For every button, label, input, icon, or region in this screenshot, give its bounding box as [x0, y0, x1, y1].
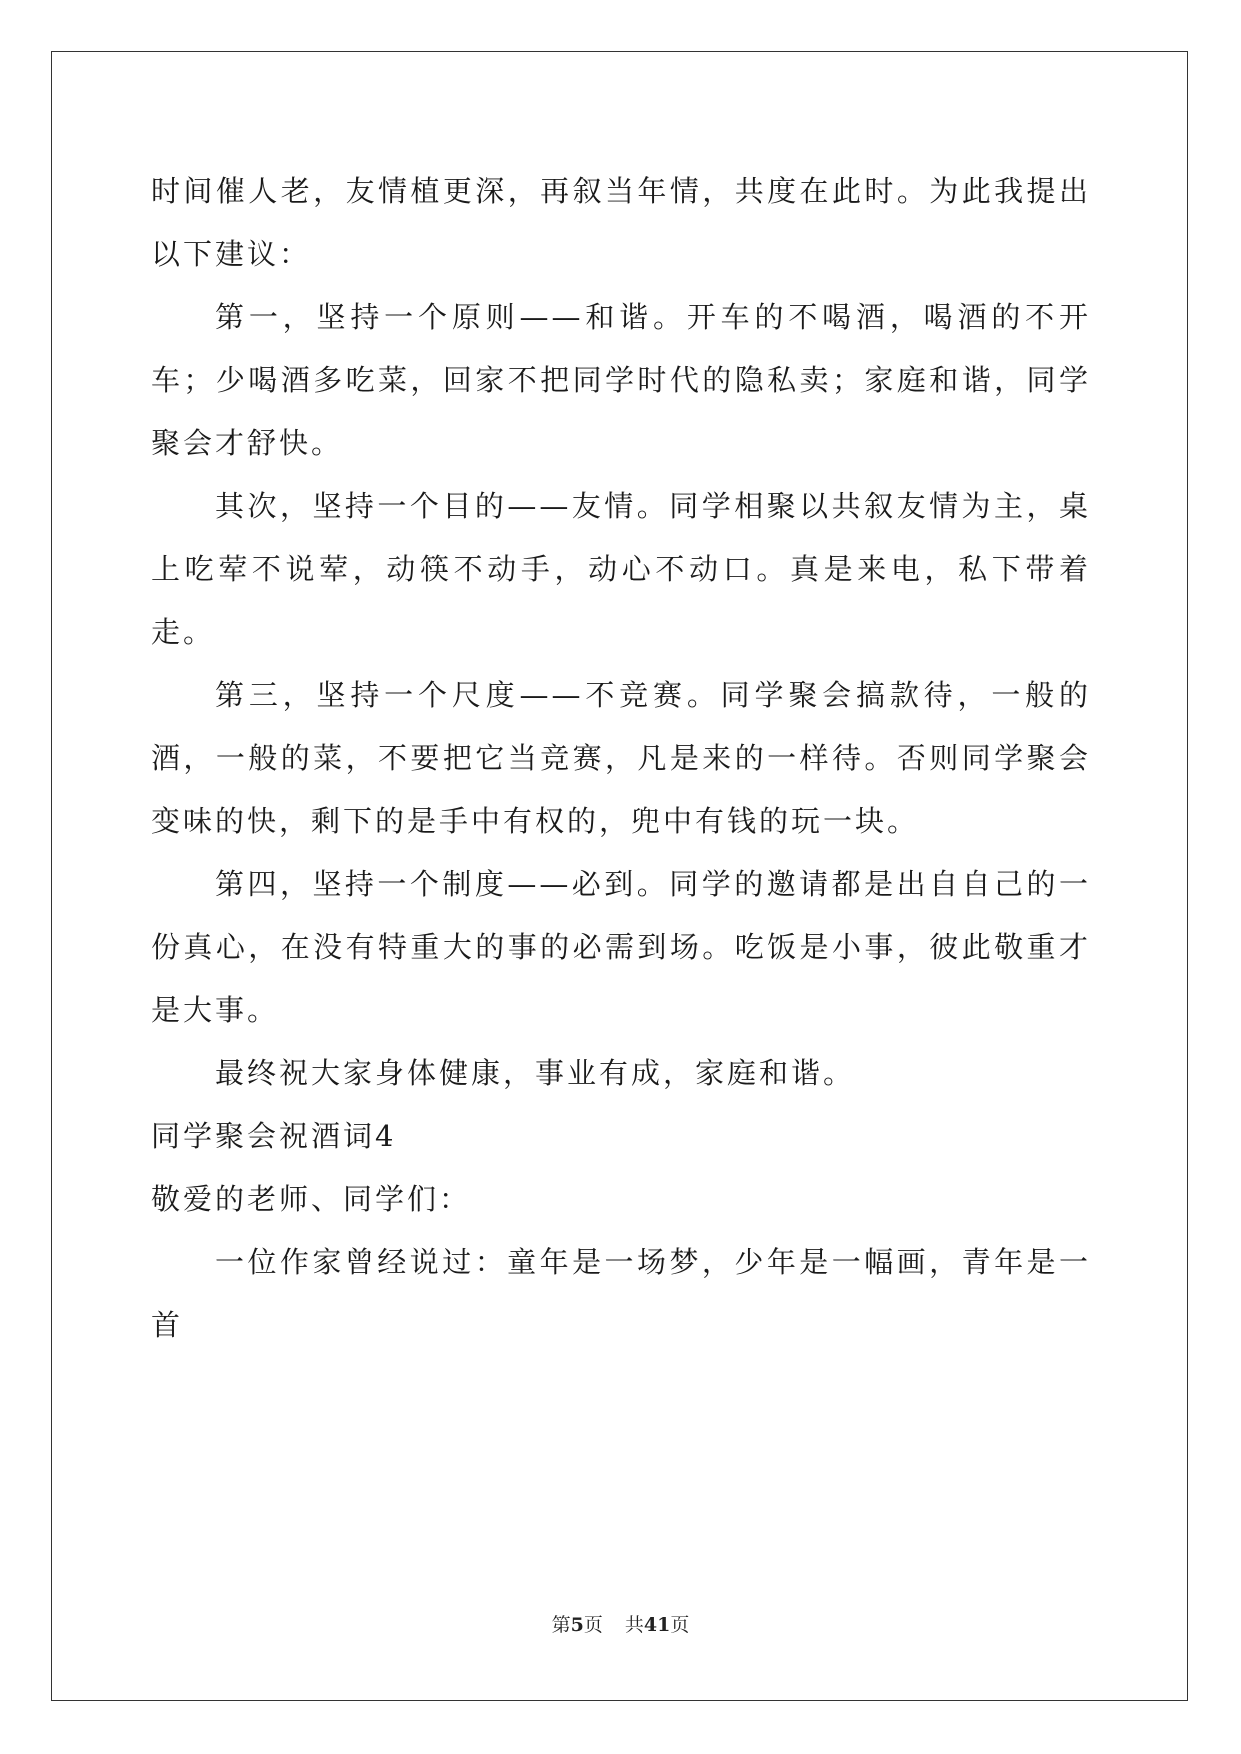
total-suffix: 页: [670, 1614, 690, 1636]
total-prefix: 共: [624, 1614, 644, 1636]
page-prefix: 第: [551, 1614, 571, 1636]
paragraph-intro: 时间催人老，友情植更深，再叙当年情，共度在此时。为此我提出以下建议：: [151, 174, 1091, 271]
section-heading: 同学聚会祝酒词4: [151, 1119, 397, 1153]
paragraph-third-measure: 第三，坚持一个尺度——不竞赛。同学聚会搞款待，一般的酒，一般的菜，不要把它当竞赛，凡是来的一样待。否则同学聚会变味的快，剩下的是手中有权的，兜中有钱的玩一块。: [151, 678, 1091, 838]
current-page-number: 5: [570, 1614, 584, 1636]
document-body: [151, 160, 1091, 1357]
page-footer: [0, 1610, 1241, 1637]
total-pages-number: 41: [643, 1614, 671, 1636]
paragraph-fourth-rule: 第四，坚持一个制度——必到。同学的邀请都是出自自己的一份真心，在没有特重大的事的必需到场。吃饭是小事，彼此敬重才是大事。: [151, 867, 1091, 1027]
paragraph-first-principle: 第一，坚持一个原则——和谐。开车的不喝酒，喝酒的不开车；少喝酒多吃菜，回家不把同学时代的隐私卖；家庭和谐，同学聚会才舒快。: [151, 300, 1091, 460]
salutation: 敬爱的老师、同学们：: [151, 1182, 472, 1216]
paragraph-closing-wishes: 最终祝大家身体健康，事业有成，家庭和谐。: [215, 1056, 856, 1090]
page-suffix: 页: [583, 1614, 603, 1636]
paragraph-opening-quote: 一位作家曾经说过：童年是一场梦，少年是一幅画，青年是一首: [151, 1245, 1091, 1342]
paragraph-second-purpose: 其次，坚持一个目的——友情。同学相聚以共叙友情为主，桌上吃荤不说荤，动筷不动手，动心不动口。真是来电，私下带着走。: [151, 489, 1091, 649]
